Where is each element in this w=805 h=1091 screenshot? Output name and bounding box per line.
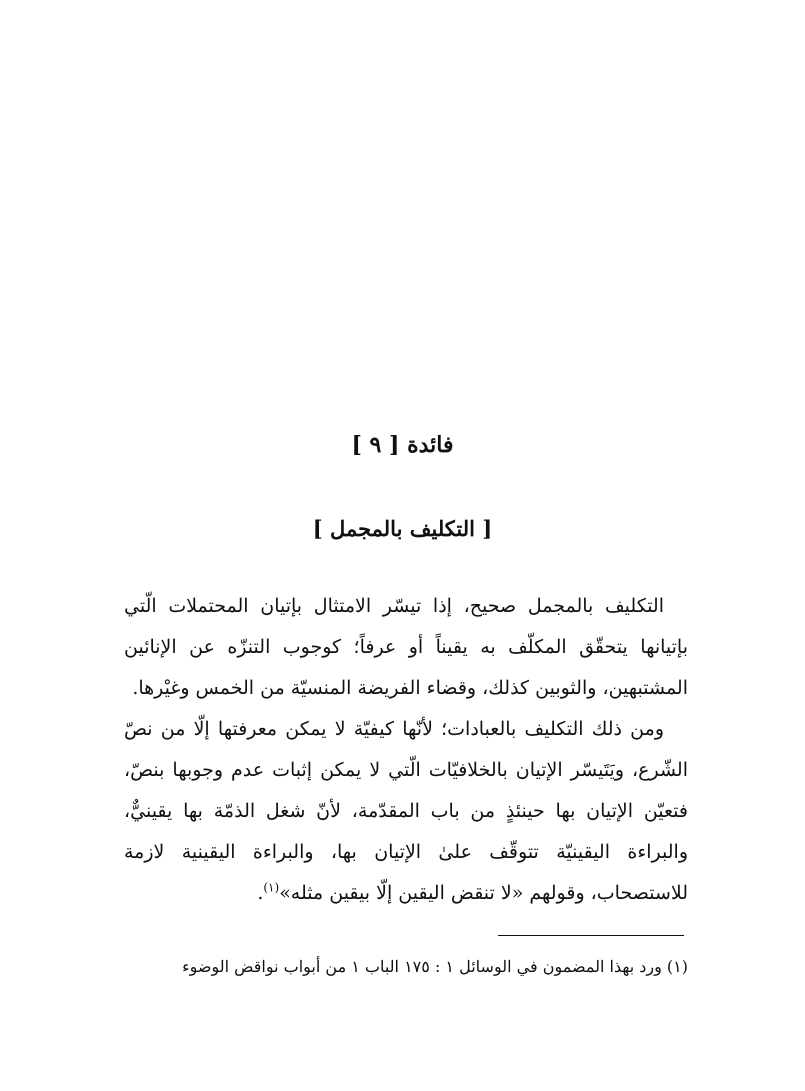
section-title: فائدة [ ٩ ]: [351, 432, 454, 458]
paragraph-1-text: التكليف بالمجمل صحيح، إذا تيسّر الامتثال بإتيان المحتملات الّتي بإتيانها يتحقّق المكلّف به يقيناً أو عرفاً؛ كوجوب التنزّه عن الإنائين المشتبهين، والثوبين كذلك، وقضاء الفريضة المنسيّة من الخمس وغيْرها.: [124, 595, 688, 699]
paragraph-1: [124, 586, 688, 709]
paragraph-2: ومن ذلك التكليف بالعبادات؛ لأنّها كيفيّة لا يمكن معرفتها إلّا من نصّ الشّرع، ويَتَيسّر الإتيان بالخلافيّات الّتي لا يمكن إثبات عدم وجوبها بنصّ، فتعيّن الإتيان بها حينئذٍ من باب المقدّمة، لأنّ شغل الذمّة بها يقينيٌّ، والبراءة اليقينيّة تتوقّف علىٰ الإتيان بها، والبراءة اليقينية لازمة للاستصحاب، وقولهم «لا تنقض اليقين إلّا بيقين مثله»$^{(١)}$.: [124, 718, 688, 904]
body-text: [124, 586, 688, 914]
section-subtitle: [ التكليف بالمجمل ]: [312, 516, 493, 541]
footnote-divider: [498, 935, 684, 936]
footnote-reference: (١): [263, 880, 280, 895]
paragraph-2-text: ومن ذلك التكليف بالعبادات؛ لأنّها كيفيّة لا يمكن معرفتها إلّا من نصّ الشّرع، ويَتَيسّر الإتيان بالخلافيّات الّتي لا يمكن إثبات عدم وجوبها بنصّ، فتعيّن الإتيان بها حينئذٍ من باب المقدّمة، لأنّ شغل الذمّة بها يقينيٌّ، والبراءة اليقينيّة تتوقّف علىٰ الإتيان بها، والبراءة اليقينية لازمة للاستصحاب، وقولهم «لا تنقض اليقين إلّا بيقين مثله»: [124, 718, 688, 904]
footnote: (١) ورد بهذا المضمون في الوسائل ١ : ١٧٥ الباب ١ من أبواب نواقض الوضوء: [182, 957, 688, 976]
